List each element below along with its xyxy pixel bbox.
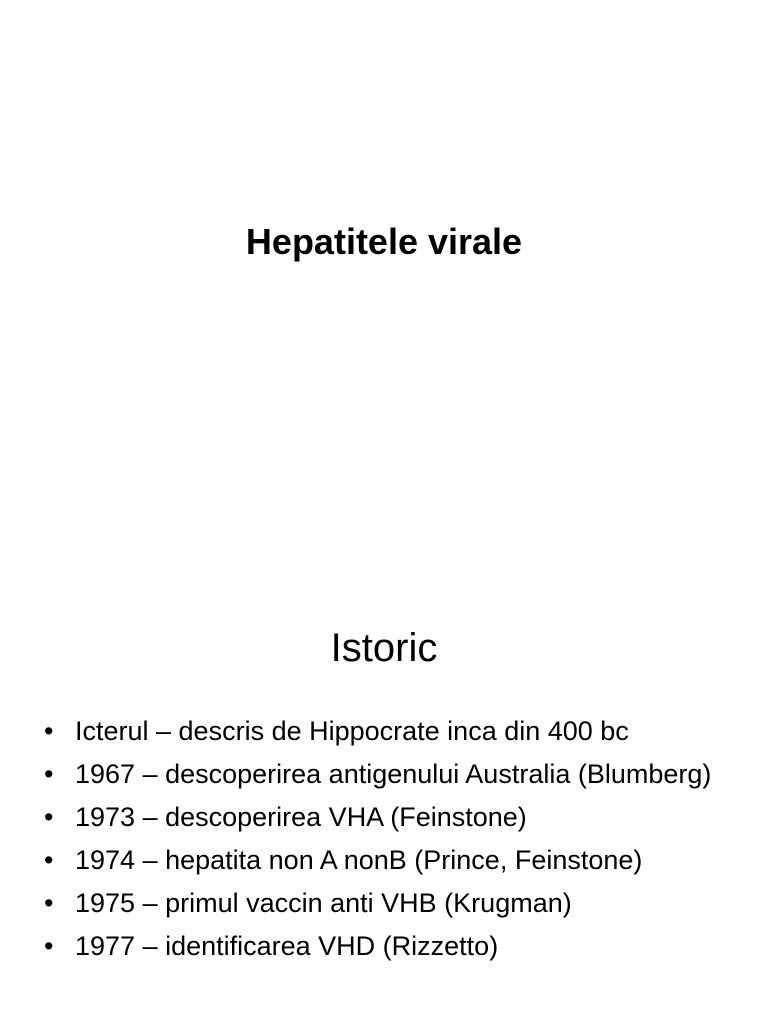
bullet-icon: •	[44, 931, 54, 961]
bullet-icon: •	[44, 888, 54, 918]
list-item	[44, 841, 734, 879]
bullet-icon: •	[44, 759, 54, 789]
list-item-text: 1977 – identificarea VHD (Rizzetto)	[75, 931, 499, 961]
bullet-icon: •	[44, 716, 54, 746]
slide-title: Istoric	[330, 626, 438, 670]
list-item-text: 1973 – descoperirea VHA (Feinstone)	[75, 802, 527, 832]
list-item	[44, 712, 734, 750]
list-item	[44, 798, 734, 836]
history-bullet-list	[44, 712, 734, 970]
bullet-icon: •	[44, 845, 54, 875]
content-slide-istoric	[0, 576, 768, 1024]
list-item-text: 1975 – primul vaccin anti VHB (Krugman)	[75, 888, 572, 918]
presentation-title: Hepatitele virale	[245, 221, 523, 262]
bullet-icon: •	[44, 802, 54, 832]
list-item-text: 1974 – hepatita non A nonB (Prince, Feinstone)	[75, 845, 643, 875]
list-item-text: 1967 – descoperirea antigenului Australia (Blumberg)	[75, 759, 712, 789]
list-item-text: Icterul – descris de Hippocrate inca din 400 bc	[75, 716, 629, 746]
list-item	[44, 884, 734, 922]
list-item	[44, 755, 734, 793]
list-item	[44, 927, 734, 965]
